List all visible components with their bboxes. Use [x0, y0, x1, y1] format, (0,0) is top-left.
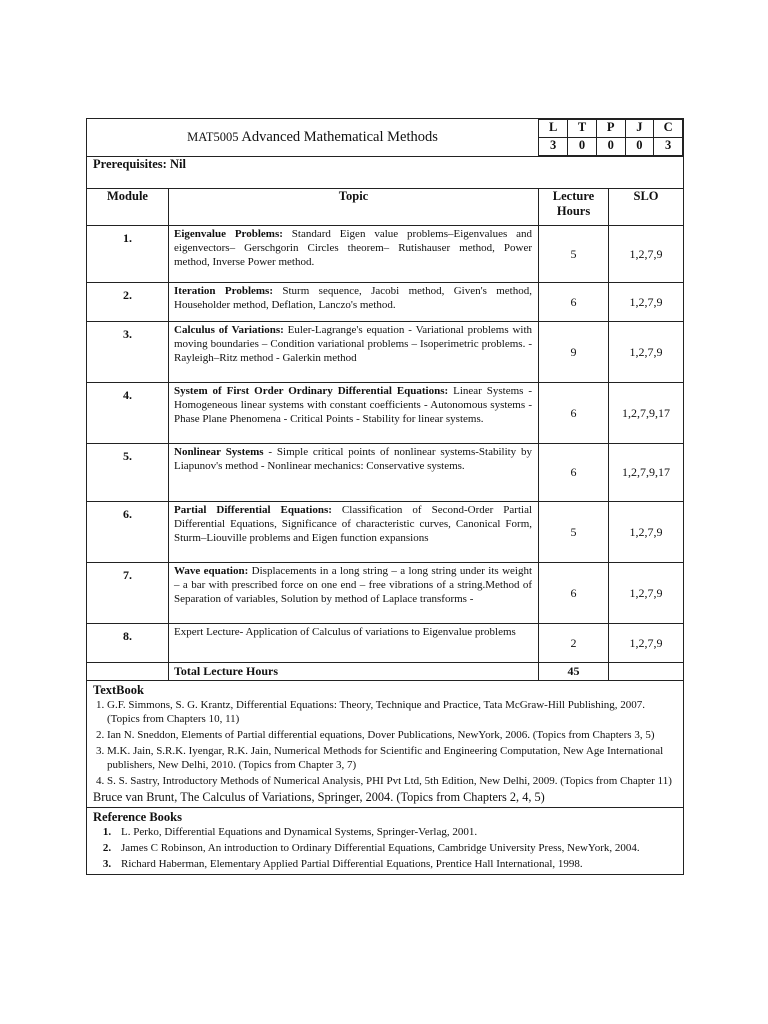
module-topic-title: Iteration Problems:: [174, 285, 273, 297]
module-slo: 1,2,7,9: [609, 563, 684, 624]
module-row: [87, 383, 684, 444]
textbook-heading: TextBook: [93, 683, 144, 697]
module-hours: 9: [539, 322, 609, 383]
module-topic: [169, 283, 539, 322]
module-number: 1.: [87, 226, 169, 283]
reference-item: [93, 840, 677, 856]
reference-text: Richard Haberman, Elementary Applied Partial Differential Equations, Prentice Hall International, 1998.: [121, 858, 583, 870]
module-number: 2.: [87, 283, 169, 322]
module-header-row: [87, 189, 684, 226]
module-topic-text: Expert Lecture- Application of Calculus of variations to Eigenvalue problems: [174, 626, 516, 638]
module-hours: 6: [539, 563, 609, 624]
ltpjc-value: 0: [596, 138, 625, 156]
module-slo: 1,2,7,9: [609, 226, 684, 283]
module-row: [87, 502, 684, 563]
textbook-extra: Bruce van Brunt, The Calculus of Variations, Springer, 2004. (Topics from Chapters 2, 4, 5): [93, 790, 545, 804]
ltpjc-header: J: [625, 120, 654, 138]
module-topic-text: Displacements in a long string – a long string under its weight – a bar with prescribed force on one end – free vibrations of a string.Method of Separation of variables, Solution by method of Laplace transforms -: [174, 565, 533, 605]
module-row: [87, 322, 684, 383]
module-topic-title: Nonlinear Systems: [174, 446, 264, 458]
course-code: MAT5005: [187, 130, 239, 144]
module-hours: 5: [539, 502, 609, 563]
module-hours: 6: [539, 383, 609, 444]
module-topic-text: Sturm sequence, Jacobi method, Given's method, Householder method, Deflation, Lanczo's method.: [174, 285, 532, 311]
reference-item: [93, 824, 677, 840]
header-hours-line1: Lecture: [552, 189, 595, 203]
module-number: 3.: [87, 322, 169, 383]
module-topic-text: Euler-Lagrange's equation - Variational problems with moving boundaries – Condition variational problems – Isoperimetric problems. -Rayleigh–Ritz method - Galerkin method: [174, 324, 533, 364]
textbook-item: 1. G.F. Simmons, S. G. Krantz, Differential Equations: Theory, Technique and Practice, Tata McGraw-Hill Publishing, 2007. (Topics from Chapters 10, 11): [107, 698, 677, 726]
reference-heading: Reference Books: [93, 810, 182, 824]
module-number: 5.: [87, 444, 169, 502]
reference-number: 2.: [102, 842, 112, 854]
module-topic-title: Partial Differential Equations:: [174, 504, 332, 516]
total-blank: [87, 663, 169, 681]
header-topic: Topic: [169, 189, 539, 226]
module-topic: [169, 226, 539, 283]
reference-row: [87, 808, 684, 875]
textbook-item: 4. S. S. Sastry, Introductory Methods of Numerical Analysis, PHI Pvt Ltd, 5th Edition, New Delhi, 2009. (Topics from Chapter 11): [107, 774, 677, 788]
module-slo: 1,2,7,9: [609, 502, 684, 563]
module-slo: 1,2,7,9: [609, 624, 684, 663]
module-hours: 5: [539, 226, 609, 283]
textbook-list: [93, 698, 677, 788]
reference-list: [93, 824, 677, 872]
header-hours: [539, 189, 609, 226]
course-title: [87, 119, 539, 157]
course-name: Advanced Mathematical Methods: [241, 129, 438, 145]
module-topic-title: Calculus of Variations:: [174, 324, 284, 336]
module-topic: [169, 383, 539, 444]
ltpjc-table: [539, 119, 683, 156]
module-topic: [169, 322, 539, 383]
module-topic-title: Wave equation:: [174, 565, 249, 577]
total-label: Total Lecture Hours: [169, 663, 539, 681]
ltpjc-cell: [539, 119, 684, 157]
module-row: [87, 444, 684, 502]
reference-text: L. Perko, Differential Equations and Dynamical Systems, Springer-Verlag, 2001.: [121, 826, 478, 838]
module-number: 8.: [87, 624, 169, 663]
ltpjc-header: T: [568, 120, 597, 138]
textbook-section: [87, 681, 684, 808]
module-topic: [169, 624, 539, 663]
module-topic-text: Linear Systems - Homogeneous linear systems with constant coefficients - Autonomous systems - Phase Plane Phenomena - Critical Points - Stability for linear systems.: [174, 385, 533, 425]
module-topic: [169, 444, 539, 502]
header-module: Module: [87, 189, 169, 226]
total-row: [87, 663, 684, 681]
module-topic-title: Eigenvalue Problems:: [174, 228, 283, 240]
module-topic-text: - Simple critical points of nonlinear systems-Stability by Liapunov's method - Nonlinear mechanics: Conservative systems.: [174, 446, 533, 472]
module-row: [87, 283, 684, 322]
header-slo: SLO: [609, 189, 684, 226]
module-number: 7.: [87, 563, 169, 624]
module-slo: 1,2,7,9,17: [609, 383, 684, 444]
header-hours-line2: Hours: [556, 204, 591, 218]
module-topic: [169, 502, 539, 563]
module-row: [87, 563, 684, 624]
syllabus-sheet: [86, 118, 683, 875]
reference-text: James C Robinson, An introduction to Ordinary Differential Equations, Cambridge University Press, NewYork, 2004.: [121, 842, 640, 854]
ltpjc-header: C: [654, 120, 683, 138]
textbook-item: 2. Ian N. Sneddon, Elements of Partial differential equations, Dover Publications, NewYork, 2006. (Topics from Chapters 3, 5): [107, 728, 677, 742]
module-number: 4.: [87, 383, 169, 444]
reference-item: [93, 856, 677, 872]
module-topic: [169, 563, 539, 624]
module-number: 6.: [87, 502, 169, 563]
ltpjc-header: P: [596, 120, 625, 138]
module-hours: 6: [539, 283, 609, 322]
reference-number: 1.: [102, 826, 112, 838]
prerequisites: Prerequisites: Nil: [87, 157, 684, 189]
module-hours: 6: [539, 444, 609, 502]
reference-number: 3.: [102, 858, 112, 870]
textbook-item: 3. M.K. Jain, S.R.K. Iyengar, R.K. Jain, Numerical Methods for Scientific and Engineering Computation, New Age International publishers, New Delhi, 2010. (Topics from Chapter 3, 7): [107, 744, 677, 772]
course-title-row: [87, 119, 684, 157]
module-topic-text: Standard Eigen value problems–Eigenvalues and eigenvectors– Gerschgorin Circles theorem– Rutishauser method, Power method, Inverse Power method.: [174, 228, 533, 268]
ltpjc-header: L: [539, 120, 568, 138]
module-topic-title: System of First Order Ordinary Differential Equations:: [174, 385, 449, 397]
module-row: [87, 226, 684, 283]
ltpjc-value: 3: [654, 138, 683, 156]
syllabus-table: [86, 118, 684, 875]
total-value: 45: [539, 663, 609, 681]
module-slo: 1,2,7,9: [609, 283, 684, 322]
textbook-row: [87, 681, 684, 808]
module-hours: 2: [539, 624, 609, 663]
ltpjc-value: 3: [539, 138, 568, 156]
module-slo: 1,2,7,9: [609, 322, 684, 383]
module-topic-text: Classification of Second-Order Partial Differential Equations, Significance of characteristic curves, Canonical Form, Sturm–Liouville problems and Eigen function expansions: [174, 504, 533, 544]
module-row: [87, 624, 684, 663]
module-slo: 1,2,7,9,17: [609, 444, 684, 502]
total-blank: [609, 663, 684, 681]
reference-section: [87, 808, 684, 875]
ltpjc-value: 0: [568, 138, 597, 156]
ltpjc-value: 0: [625, 138, 654, 156]
